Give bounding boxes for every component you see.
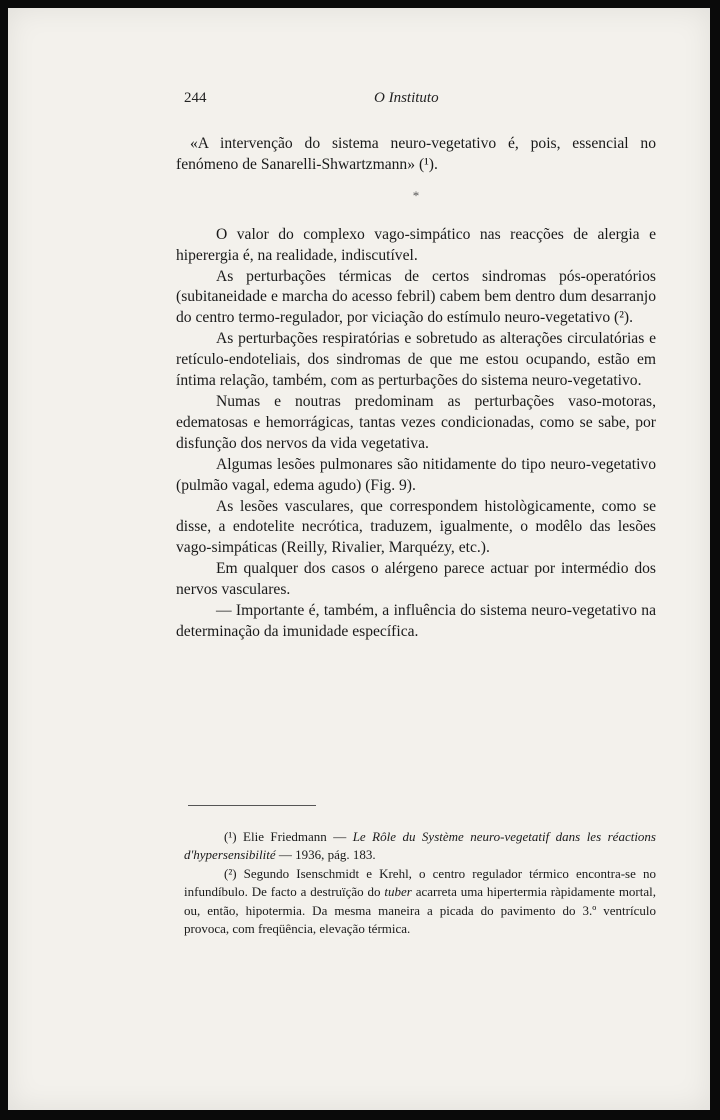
footnote-work-title: Le Rôle du Système neuro-vegetatif dans les réactions d'hypersensibilité — [184, 829, 656, 863]
quote-text: «A intervenção do sistema neuro-vegetativo é, pois, essencial no fenómeno de Sanarelli-Shwartzmann» — [176, 135, 656, 173]
paragraph-text: Algumas lesões pulmonares são nitidamente do tipo neuro-vegetativo (pulmão vagal, edema agudo) (Fig. 9). — [176, 455, 656, 494]
running-title: O Instituto — [374, 90, 439, 106]
footnote-2 — [184, 865, 656, 939]
paragraph-4 — [176, 392, 656, 455]
paragraph-8 — [176, 601, 656, 643]
main-text — [176, 134, 656, 643]
footnotes — [184, 828, 656, 938]
page-number: 244 — [184, 90, 207, 106]
paragraph-text: Numas e noutras predominam as perturbações vaso-motoras, edematosas e hemorrágicas, tantas vezes condicionadas, como se sabe, por disfunção dos nervos da vida vegetativa. — [176, 392, 656, 452]
footnote-details: — 1936, pág. 183. — [278, 847, 376, 863]
book-page — [8, 8, 710, 1110]
footnote-text: acarreta uma hipertermia ràpidamente mortal, ou, então, hipotermia. Da mesma maneira a picada do pavimento do 3.º ventrículo provoca, com freqüência, elevação térmica. — [184, 884, 656, 937]
footnote-marker: (¹) — [224, 829, 237, 844]
paragraph-6 — [176, 497, 656, 560]
footnote-author: Elie Friedmann — — [243, 829, 347, 844]
paragraph-3 — [176, 329, 656, 392]
paragraph-text: Em qualquer dos casos o alérgeno parece actuar por intermédio dos nervos vasculares. — [176, 560, 656, 599]
paragraph-text: As lesões vasculares, que correspondem histològicamente, como se disse, a endotelite necrótica, traduzem, igualmente, o modêlo das lesões vago-simpáticas (Reilly, Rivalier, Marquézy, etc.). — [176, 497, 656, 557]
paragraph-2 — [176, 267, 656, 330]
paragraph-7 — [176, 559, 656, 601]
footnote-term: tuber — [384, 884, 412, 900]
footnote-1 — [184, 828, 656, 865]
paragraph-text: As perturbações respiratórias e sobretudo as alterações circulatórias e retículo-endoteliais, dos sindromas de que me estou ocupando, estão em íntima relação, também, com as perturbações do sistema neuro-vegetativo. — [176, 330, 656, 390]
footnote-marker: (²) — [224, 865, 237, 881]
paragraph-5 — [176, 455, 656, 497]
paragraph-text: — Importante é, também, a influência do sistema neuro-vegetativo na determinação da imunidade específica. — [176, 602, 656, 640]
footnote-text: Segundo Isenschmidt e Krehl, o centro regulador térmico encontra-se no infundíbulo. De facto a destruïção do — [184, 865, 656, 900]
footnote-ref-2: (²). — [614, 309, 633, 327]
section-separator: * — [412, 187, 420, 203]
paragraph-text: As perturbações térmicas de certos sindromas pós-operatórios (subitaneidade e marcha do acesso febril) cabem bem dentro dum desarranjo do centro termo-regulador, por viciação do estímulo neuro-vegetativo — [176, 267, 656, 327]
paragraph-1 — [176, 225, 656, 267]
paragraph-text: O valor do complexo vago-simpático nas reacções de alergia e hiperergia é, na realidade, indiscutível. — [176, 225, 656, 264]
quote-paragraph — [176, 134, 656, 176]
footnote-divider — [188, 805, 316, 806]
footnote-ref-1: (¹). — [418, 155, 438, 173]
